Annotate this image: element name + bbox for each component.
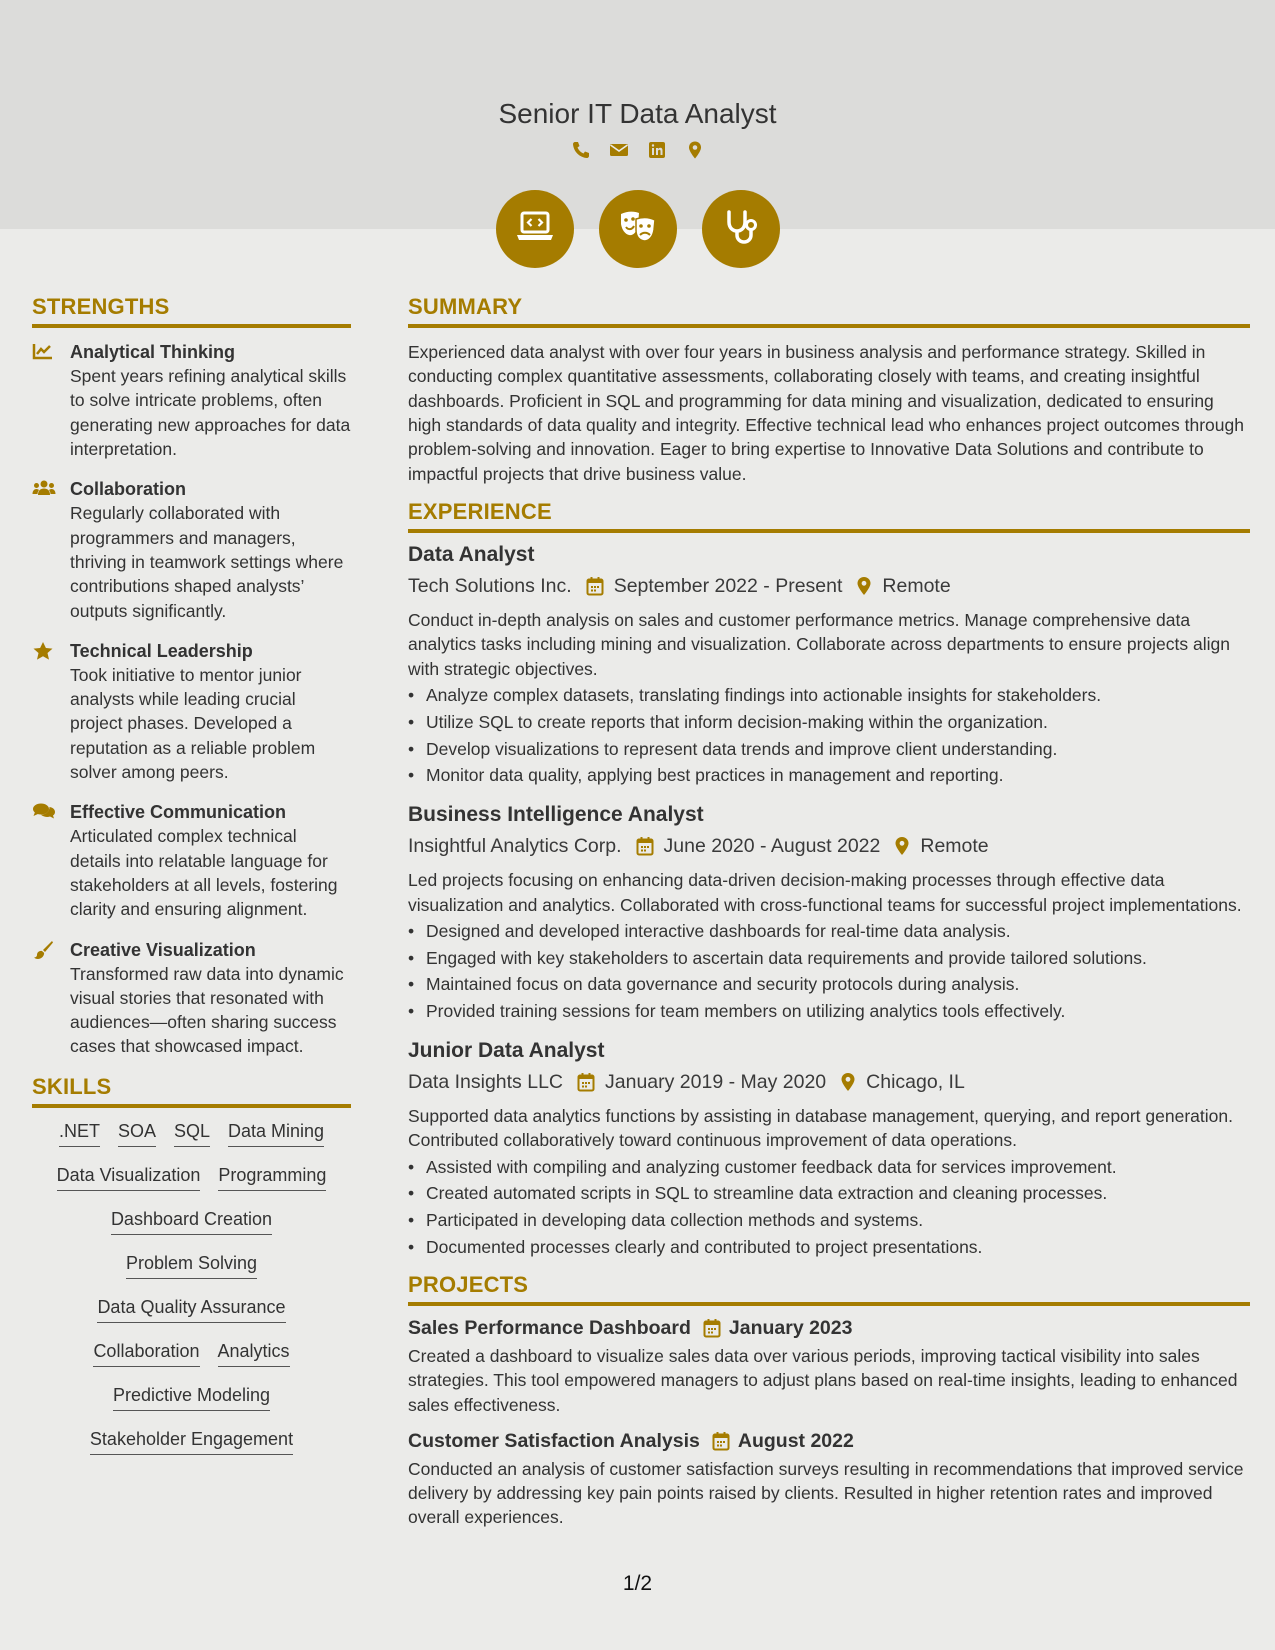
skill-tag: Programming xyxy=(218,1164,326,1191)
job-company: Insightful Analytics Corp. xyxy=(408,835,622,858)
phone-icon[interactable] xyxy=(571,140,591,160)
strength-desc: Took initiative to mentor junior analysts while leading crucial project phases. Developed a reputation as a reliable problem solver among peers. xyxy=(70,664,316,783)
chart-line-icon xyxy=(32,342,70,360)
calendar-icon xyxy=(586,576,604,596)
location-icon xyxy=(840,1072,856,1092)
strength-name: Collaboration xyxy=(70,479,186,500)
job-bullets xyxy=(408,1154,1250,1261)
location-icon xyxy=(894,836,910,856)
list-item: • Created automated scripts in SQL to streamline data extraction and cleaning processes. xyxy=(408,1180,1250,1207)
strength-name: Analytical Thinking xyxy=(70,342,236,363)
job-location: Remote xyxy=(920,835,989,858)
skill-tag: Stakeholder Engagement xyxy=(90,1428,293,1455)
email-icon[interactable] xyxy=(609,140,629,160)
left-column xyxy=(32,295,351,1472)
list-item: • Provided training sessions for team members on utilizing analytics tools effectively. xyxy=(408,998,1250,1025)
linkedin-icon[interactable] xyxy=(647,140,667,160)
job-company: Data Insights LLC xyxy=(408,1071,564,1094)
project-date: January 2023 xyxy=(728,1316,853,1339)
list-item: • Engaged with key stakeholders to ascertain data requirements and provide tailored solutions. xyxy=(408,945,1250,972)
project-date: August 2022 xyxy=(737,1429,854,1452)
list-item: • Documented processes clearly and contributed to project presentations. xyxy=(408,1234,1250,1261)
job-location: Remote xyxy=(882,575,951,598)
job-dates: September 2022 - Present xyxy=(613,575,843,598)
list-item: • Assisted with compiling and analyzing customer feedback data for services improvement. xyxy=(408,1154,1250,1181)
location-icon xyxy=(856,576,872,596)
strength-desc: Spent years refining analytical skills to solve intricate problems, often generating new approaches for data interpretation. xyxy=(70,366,351,460)
job-title: Data Analyst xyxy=(408,543,535,567)
job-entry xyxy=(408,541,1250,789)
skill-tag: Data Mining xyxy=(228,1120,324,1147)
calendar-icon xyxy=(712,1431,730,1451)
strength-name: Creative Visualization xyxy=(70,939,256,960)
stethoscope-icon xyxy=(722,208,760,251)
job-title: Business Intelligence Analyst xyxy=(408,803,704,827)
users-icon xyxy=(32,479,70,497)
strength-item xyxy=(32,938,351,1059)
skills-list xyxy=(32,1120,351,1455)
skill-tag: Data Visualization xyxy=(57,1164,201,1191)
experience-heading: EXPERIENCE xyxy=(408,500,1250,533)
skill-tag: Predictive Modeling xyxy=(113,1384,270,1411)
skill-tag: SOA xyxy=(118,1120,156,1147)
job-company: Tech Solutions Inc. xyxy=(408,575,572,598)
job-desc: Supported data analytics functions by assisting in database management, querying, and report generation. Contributed collaboratively toward continuous improvement of data operations. xyxy=(408,1106,1233,1151)
list-item: • Develop visualizations to represent data trends and improve client understanding. xyxy=(408,736,1250,763)
list-item: • Participated in developing data collection methods and systems. xyxy=(408,1207,1250,1234)
project-name: Sales Performance Dashboard xyxy=(408,1316,691,1339)
projects-heading: PROJECTS xyxy=(408,1273,1250,1306)
job-bullets xyxy=(408,918,1250,1025)
strength-desc: Articulated complex technical details into relatable language for stakeholders at all levels, fostering clarity and ensuring alignment. xyxy=(70,826,338,920)
feature-icons xyxy=(0,190,1275,268)
job-dates: January 2019 - May 2020 xyxy=(605,1071,827,1094)
skills-heading: SKILLS xyxy=(32,1075,351,1108)
calendar-icon xyxy=(577,1072,595,1092)
strength-item xyxy=(32,340,351,461)
job-bullets xyxy=(408,682,1250,789)
skill-tag: Analytics xyxy=(218,1340,290,1367)
calendar-icon xyxy=(703,1318,721,1338)
job-location: Chicago, IL xyxy=(866,1071,965,1094)
page-number: 1/2 xyxy=(622,1572,653,1595)
strengths-heading: STRENGTHS xyxy=(32,295,351,328)
laptop-code-icon xyxy=(515,210,555,249)
job-title: Junior Data Analyst xyxy=(408,1039,605,1063)
project-desc: Conducted an analysis of customer satisfaction surveys resulting in recommendations that improved service delivery by addressing key pain points raised by clients. Resulted in higher retention rates and improved overall experiences. xyxy=(408,1458,1244,1528)
strength-item xyxy=(32,477,351,622)
list-item: • Maintained focus on data governance and security protocols during analysis. xyxy=(408,971,1250,998)
theater-masks-icon xyxy=(617,209,659,250)
project-entry xyxy=(408,1314,1250,1417)
list-item: • Utilize SQL to create reports that inform decision-making within the organization. xyxy=(408,709,1250,736)
calendar-icon xyxy=(636,836,654,856)
job-entry xyxy=(408,1037,1250,1261)
comments-icon xyxy=(32,802,70,820)
strength-name: Technical Leadership xyxy=(70,640,253,661)
strength-item xyxy=(32,639,351,784)
paint-brush-icon xyxy=(32,940,70,960)
job-entry xyxy=(408,801,1250,1025)
laptop-code-circle xyxy=(496,190,574,268)
star-icon xyxy=(32,641,70,661)
skill-tag: Collaboration xyxy=(93,1340,199,1367)
job-desc: Conduct in-depth analysis on sales and customer performance metrics. Manage comprehensive data analytics tasks including mining and visualization. Collaborate across departments to ensure projects align with strategic objectives. xyxy=(408,610,1230,679)
list-item: • Designed and developed interactive dashboards for real-time data analysis. xyxy=(408,918,1250,945)
skill-tag: SQL xyxy=(174,1120,210,1147)
skill-tag: Problem Solving xyxy=(126,1252,257,1279)
strength-desc: Transformed raw data into dynamic visual stories that resonated with audiences—often sharing success cases that showcased impact. xyxy=(70,963,344,1057)
location-icon[interactable] xyxy=(685,140,705,160)
strength-name: Effective Communication xyxy=(70,802,287,823)
summary-text: Experienced data analyst with over four years in business analysis and performance strategy. Skilled in conducting complex quantitative assessments, collaborating closely with teams, and creating insightful dashboards. Proficient in SQL and programming for data mining and visualization, dedicated to ensuring high standards of data quality and integrity. Effective technical lead who enhances project outcomes through problem-solving and innovation. Eager to bring expertise to Innovative Data Solutions and contribute to impactful projects that drive business value. xyxy=(408,342,1244,484)
strength-desc: Regularly collaborated with programmers and managers, thriving in teamwork settings where contributions shaped analysts’ outputs significantly. xyxy=(70,503,344,621)
contact-icons xyxy=(0,140,1275,160)
skill-tag: .NET xyxy=(59,1120,100,1147)
strength-item xyxy=(32,800,351,921)
job-dates: June 2020 - August 2022 xyxy=(663,835,881,858)
list-item: • Monitor data quality, applying best practices in management and reporting. xyxy=(408,762,1250,789)
project-entry xyxy=(408,1427,1250,1530)
summary-heading: SUMMARY xyxy=(408,295,1250,328)
right-column xyxy=(408,295,1250,1540)
resume-title: Senior IT Data Analyst xyxy=(498,98,777,129)
project-desc: Created a dashboard to visualize sales data over various periods, improving tactical visibility into sales strategies. This tool empowered managers to adjust plans based on real-time insights, leading to enhanced sales effectiveness. xyxy=(408,1345,1238,1415)
job-desc: Led projects focusing on enhancing data-driven decision-making processes through effective data visualization and analytics. Collaborated with cross-functional teams for successful project implementations. xyxy=(408,870,1242,915)
list-item: • Analyze complex datasets, translating findings into actionable insights for stakeholders. xyxy=(408,682,1250,709)
theater-masks-circle xyxy=(599,190,677,268)
stethoscope-circle xyxy=(702,190,780,268)
skill-tag: Data Quality Assurance xyxy=(97,1296,285,1323)
skill-tag: Dashboard Creation xyxy=(111,1208,272,1235)
project-name: Customer Satisfaction Analysis xyxy=(408,1429,700,1452)
